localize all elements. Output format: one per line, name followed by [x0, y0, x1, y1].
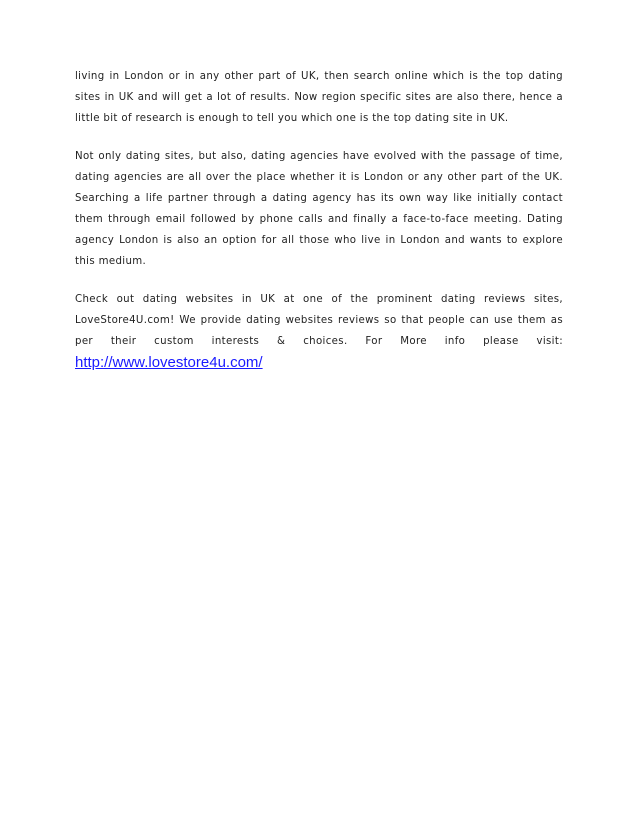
document-page [75, 66, 563, 375]
paragraph-3 [75, 289, 563, 375]
paragraph-1: living in London or in any other part of UK, then search online which is the top dating sites in UK and will get a lot of results. Now region specific sites are also there, hence a little bit of research is enough to tell you which one is the top dating site in UK. [75, 71, 563, 124]
paragraph-3-text: Check out dating websites in UK at one of the prominent dating reviews sites, LoveStore4U.com! We provide dating websites reviews so that people can use them as per their custom interests & choices. For More info please visit: [75, 294, 563, 347]
website-link[interactable]: http://www.lovestore4u.com/ [75, 354, 263, 371]
paragraph-2: Not only dating sites, but also, dating agencies have evolved with the passage of time, dating agencies are all over the place whether it is London or any other part of the UK. Searching a life partner through a dating agency has its own way like initially contact them through email followed by phone calls and finally a face-to-face meeting. Dating agency London is also an option for all those who live in London and wants to explore this medium. [75, 151, 563, 267]
